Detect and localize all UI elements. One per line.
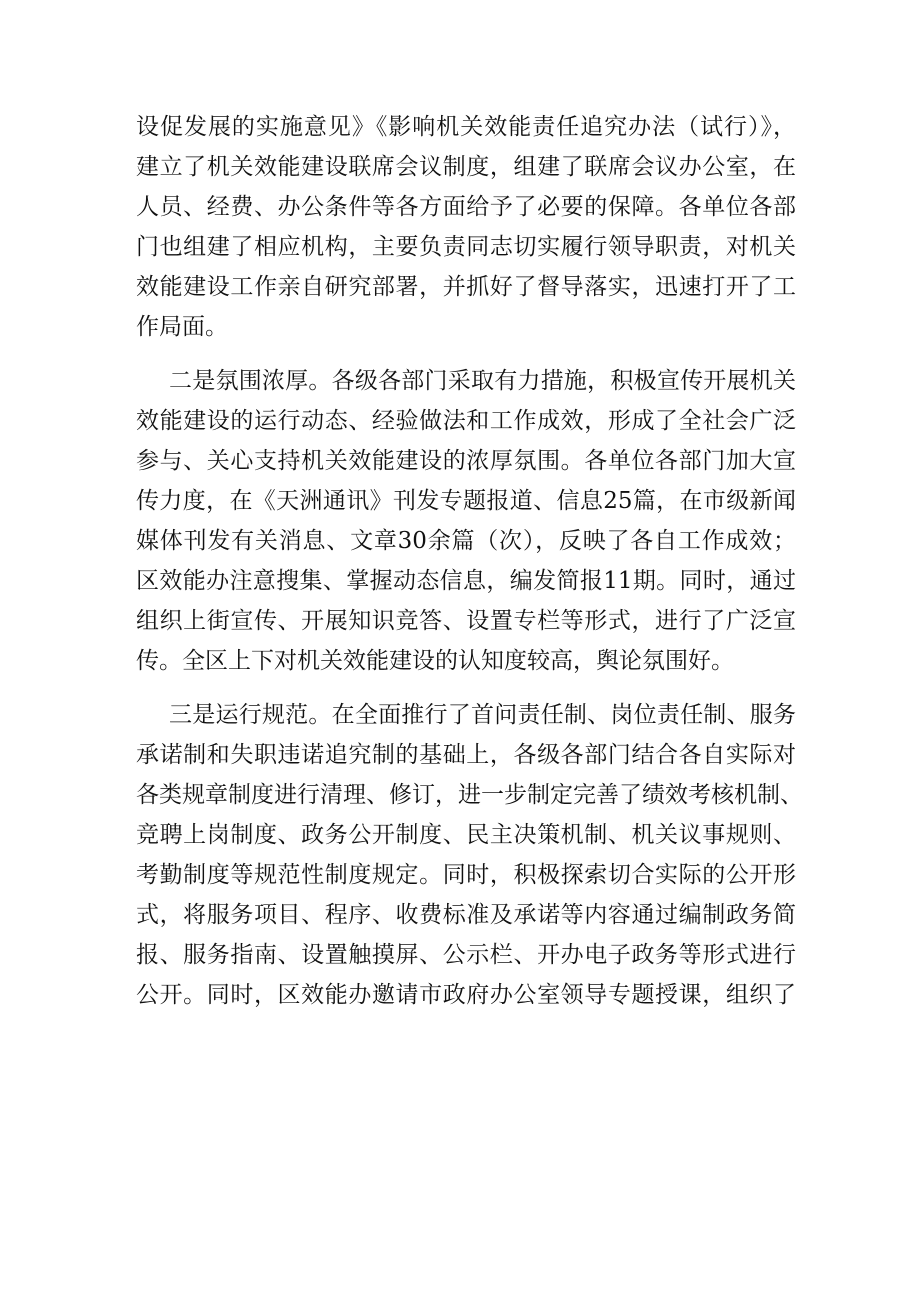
paragraph-3 [136,695,803,1015]
text-line: 人员、经费、办公条件等各方面给予了必要的保障。各单位各部 [136,194,796,220]
text-line: 承诺制和失职违诺追究制的基础上，各级各部门结合各自实际对 [136,742,796,768]
text-line: 区效能办注意搜集、掌握动态信息，编发简报11期。同时，通过 [136,568,796,594]
text-line: 考勤制度等规范性制度规定。同时，积极探索切合实际的公开形 [136,862,796,888]
paragraph-gap [136,347,796,361]
text-line: 作局面。 [136,314,228,340]
paragraph-2 [136,361,796,681]
text-line: 式，将服务项目、程序、收费标准及承诺等内容通过编制政务简 [136,902,796,928]
text-line: 建立了机关效能建设联席会议制度，组建了联席会议办公室，在 [136,154,796,180]
text-line: 三是运行规范。在全面推行了首问责任制、岗位责任制、服务 [169,702,796,728]
text-line: 公开。同时，区效能办邀请市政府办公室领导专题授课，组织了 [136,982,796,1008]
text-line: 二是氛围浓厚。各级各部门采取有力措施，积极宣传开展机关 [169,368,796,394]
text-line: 效能建设的运行动态、经验做法和工作成效，形成了全社会广泛 [136,408,796,434]
text-line: 效能建设工作亲自研究部署，并抓好了督导落实，迅速打开了工 [136,274,796,300]
text-line: 组织上街宣传、开展知识竞答、设置专栏等形式，进行了广泛宣 [136,608,796,634]
paragraph-1 [136,107,796,347]
text-line: 各类规章制度进行清理、修订，进一步制定完善了绩效考核机制、 [136,782,803,808]
paragraph-gap [136,681,796,695]
text-line: 传力度，在《天洲通讯》刊发专题报道、信息25篇，在市级新闻 [136,488,796,514]
text-line: 设促发展的实施意见》《影响机关效能责任追究办法（试行）》， [136,114,796,140]
text-line: 传。全区上下对机关效能建设的认知度较高，舆论氛围好。 [136,648,734,674]
text-line: 竞聘上岗制度、政务公开制度、民主决策机制、机关议事规则、 [136,822,796,848]
text-line: 媒体刊发有关消息、文章30余篇（次），反映了各自工作成效； [136,528,796,554]
text-line: 参与、关心支持机关效能建设的浓厚氛围。各单位各部门加大宣 [136,448,796,474]
text-line: 门也组建了相应机构，主要负责同志切实履行领导职责，对机关 [136,234,796,260]
document-body [136,107,803,1015]
text-line: 报、服务指南、设置触摸屏、公示栏、开办电子政务等形式进行 [136,942,796,968]
